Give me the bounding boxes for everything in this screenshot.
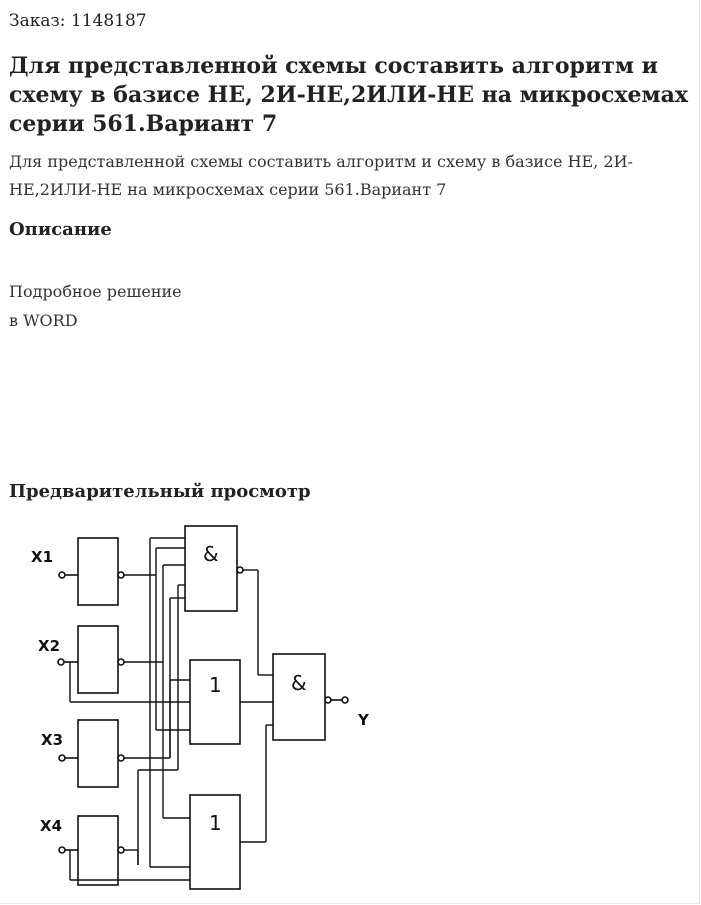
logic-schema-diagram xyxy=(28,520,388,895)
schema-wires xyxy=(70,538,273,880)
input-label-x3: X3 xyxy=(41,731,64,749)
and-gate-top-symbol: & xyxy=(203,542,219,566)
not-gate-x4 xyxy=(59,816,124,885)
not-gate-x3 xyxy=(59,720,124,787)
input-label-x4: X4 xyxy=(40,817,63,835)
and-gate-output-symbol: & xyxy=(291,671,307,695)
input-label-x1: X1 xyxy=(31,548,54,566)
or-gate-middle xyxy=(190,660,240,744)
not-gate-x1 xyxy=(59,538,124,605)
page-subtitle: Для представленной схемы составить алгоритм и схему в базисе НЕ, 2И-НЕ,2ИЛИ-НЕ на микросхемах серии 561.Вариант 7 xyxy=(9,152,633,199)
not-gate-x2 xyxy=(58,626,124,693)
page-title: Для представленной схемы составить алгоритм и схему в базисе НЕ, 2И-НЕ,2ИЛИ-НЕ на микросхемах серии 561.Вариант 7 xyxy=(9,53,689,137)
preview-heading: Предварительный просмотр xyxy=(9,481,311,502)
or-gate-middle-symbol: 1 xyxy=(209,673,222,697)
description-line-2: в WORD xyxy=(9,311,78,330)
input-label-x2: X2 xyxy=(38,637,61,655)
output-label-y: Y xyxy=(358,711,369,729)
or-gate-bottom xyxy=(190,795,240,889)
or-gate-bottom-symbol: 1 xyxy=(209,811,222,835)
and-gate-output xyxy=(273,654,348,740)
order-number: Заказ: 1148187 xyxy=(9,11,147,31)
and-gate-top xyxy=(185,526,243,611)
description-line-1: Подробное решение xyxy=(9,282,182,301)
description-heading: Описание xyxy=(9,219,112,240)
